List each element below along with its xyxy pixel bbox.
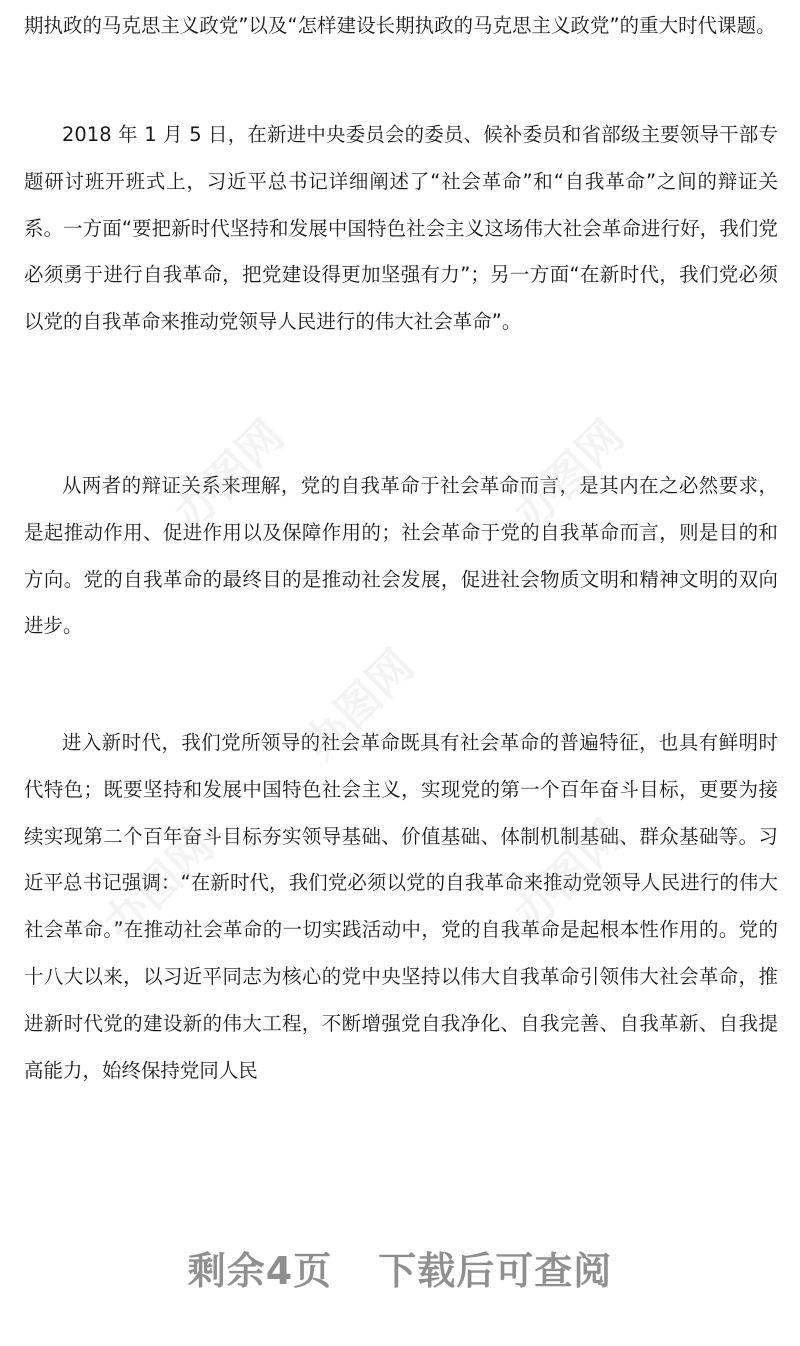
download-prompt[interactable]	[0, 1240, 800, 1295]
paragraph-1: 2018 年 1 月 5 日，在新进中央委员会的委员、候补委员和省部级主要领导干部专题研讨班开班式上，习近平总书记详细阐述了“社会革命”和“自我革命”之间的辩证关系。一方面“要把新时代坚持和发展中国特色社会主义这场伟大社会革命进行好，我们党必须勇于进行自我革命，把党建设得更加坚强有力”；另一方面“在新时代，我们党必须以党的自我革命来推动党领导人民进行的伟大社会革命”。	[24, 123, 778, 334]
download-to-view-text: 下载后可查阅	[378, 1249, 613, 1293]
watermark: 办图网	[294, 640, 424, 770]
watermark: 办图网	[164, 410, 294, 540]
continued-paragraph: 期执政的马克思主义政党”以及“怎样建设长期执政的马克思主义政党”的重大时代课题。	[24, 14, 776, 37]
paragraph-2: 从两者的辩证关系来理解，党的自我革命于社会革命而言，是其内在之必然要求，是起推动作用、促进作用以及保障作用的；社会革命于党的自我革命而言，则是目的和方向。党的自我革命的最终目的是推动社会发展，促进社会物质文明和精神文明的双向进步。	[24, 474, 778, 638]
watermark: 办图网	[94, 820, 224, 950]
watermark: 办图网	[504, 810, 634, 940]
paragraph-3: 进入新时代，我们党所领导的社会革命既具有社会革命的普遍特征，也具有鲜明时代特色；既要坚持和发展中国特色社会主义，实现党的第一个百年奋斗目标，更要为接续实现第二个百年奋斗目标夯实领导基础、价值基础、体制机制基础、群众基础等。习近平总书记强调：“在新时代，我们党必须以党的自我革命来推动党领导人民进行的伟大社会革命。”在推动社会革命的一切实践活动中，党的自我革命是起根本性作用的。党的十八大以来，以习近平同志为核心的党中央坚持以伟大自我革命引领伟大社会革命，推进新时代党的建设新的伟大工程，不断增强党自我净化、自我完善、自我革新、自我提高能力，始终保持党同人民	[24, 731, 778, 1082]
watermark: 办图网	[504, 410, 634, 540]
remaining-pages-text: 剩余4页	[187, 1249, 333, 1293]
